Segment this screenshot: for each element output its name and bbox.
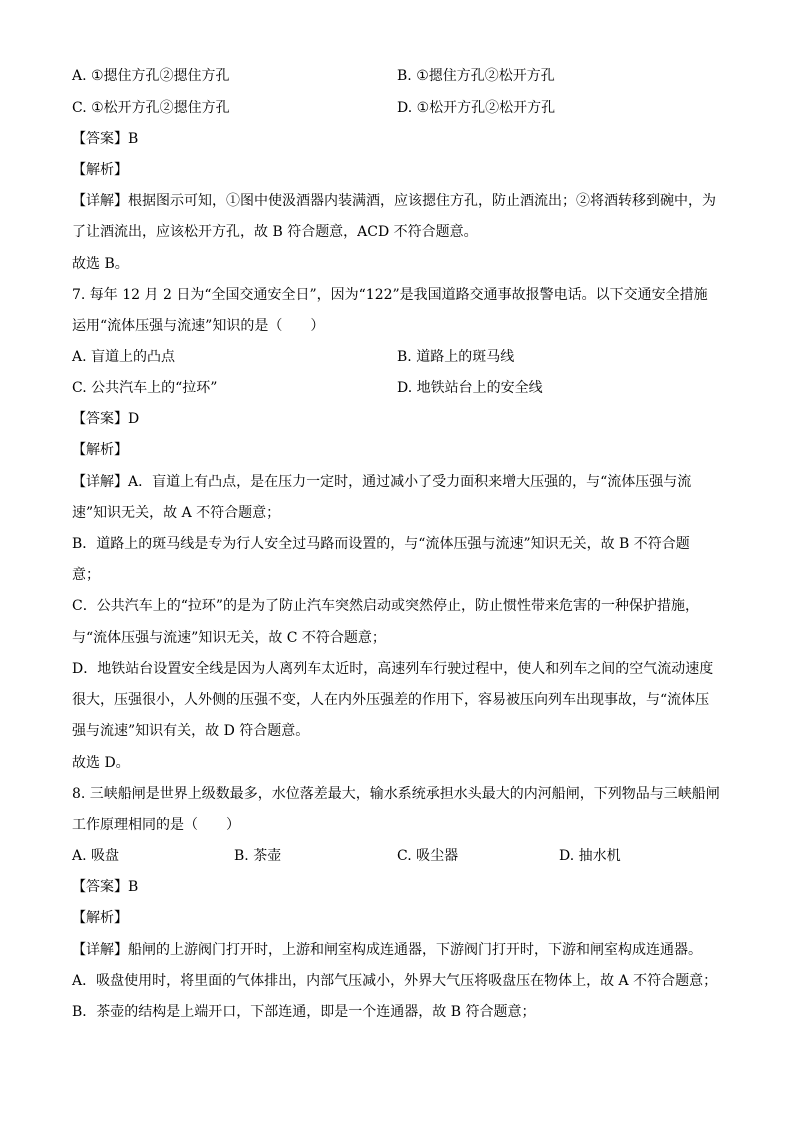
q8-answer: 【答案】B — [72, 879, 139, 895]
q7-answer: 【答案】D — [72, 411, 140, 427]
q7-detail-line: D．地铁站台设置安全线是因为人离列车太近时，高速列车行驶过程中，使人和列车之间的空气流动速度 — [72, 661, 714, 677]
q7-option-a: A. 盲道上的凸点 — [72, 349, 176, 365]
q6-option-a: A. ①摁住方孔②摁住方孔 — [72, 68, 230, 84]
q8-stem-line: 工作原理相同的是（ ） — [72, 817, 240, 833]
q7-detail-line: 很大，压强很小，人外侧的压强不变，人在内外压强差的作用下，容易被压向列车出现事故，与“流体压 — [72, 692, 710, 708]
q6-option-c: C. ①松开方孔②摁住方孔 — [72, 100, 230, 116]
q8-detail-line: 【详解】船闸的上游阀门打开时，上游和闸室构成连通器，下游阀门打开时，下游和闸室构成连通器。 — [72, 942, 702, 958]
q7-conclusion: 故选 D。 — [72, 755, 130, 771]
q6-analysis-label: 【解析】 — [72, 162, 128, 178]
q7-option-c: C. 公共汽车上的“拉环” — [72, 380, 218, 396]
q8-option-d: D. 抽水机 — [559, 848, 621, 864]
q7-detail-line: 与“流体压强与流速”知识无关，故 C 不符合题意； — [72, 630, 386, 646]
q7-stem-line: 运用“流体压强与流速”知识的是（ ） — [72, 318, 325, 334]
q7-detail-line: 意； — [72, 567, 100, 583]
q7-detail-line: B．道路上的斑马线是专为行人安全过马路而设置的，与“流体压强与流速”知识无关，故 B 不符合题 — [72, 536, 690, 552]
q7-stem-line: 7. 每年 12 月 2 日为“全国交通安全日”，因为“122”是我国道路交通事故报警电话。以下交通安全措施 — [72, 287, 708, 303]
q7-option-b: B. 道路上的斑马线 — [397, 349, 515, 365]
q7-detail-line: 【详解】A．盲道上有凸点，是在压力一定时，通过减小了受力面积来增大压强的，与“流体压强与流 — [72, 474, 692, 490]
q8-detail-line: A．吸盘使用时，将里面的气体排出，内部气压减小，外界大气压将吸盘压在物体上，故 A 不符合题意； — [72, 973, 718, 989]
q8-analysis-label: 【解析】 — [72, 910, 128, 926]
q8-detail-line: B．茶壶的结构是上端开口，下部连通，即是一个连通器，故 B 符合题意； — [72, 1004, 536, 1020]
q6-conclusion: 故选 B。 — [72, 256, 129, 272]
q7-detail-line: 强与流速”知识有关，故 D 符合题意。 — [72, 723, 310, 739]
q7-detail-line: C．公共汽车上的“拉环”的是为了防止汽车突然启动或突然停止，防止惯性带来危害的一种保护措施， — [72, 598, 700, 614]
q8-option-a: A. 吸盘 — [72, 848, 120, 864]
q6-detail-line: 【详解】根据图示可知，①图中使汲酒器内装满酒，应该摁住方孔，防止酒流出；②将酒转移到碗中，为 — [72, 193, 716, 209]
q8-option-c: C. 吸尘器 — [397, 848, 459, 864]
q6-answer: 【答案】B — [72, 131, 139, 147]
q6-option-b: B. ①摁住方孔②松开方孔 — [397, 68, 555, 84]
q7-option-d: D. 地铁站台上的安全线 — [397, 380, 543, 396]
q7-analysis-label: 【解析】 — [72, 442, 128, 458]
q6-option-d: D. ①松开方孔②松开方孔 — [397, 100, 556, 116]
q8-stem-line: 8. 三峡船闸是世界上级数最多，水位落差最大，输水系统承担水头最大的内河船闸，下列物品与三峡船闸 — [72, 786, 720, 802]
q7-detail-line: 速”知识无关，故 A 不符合题意； — [72, 505, 281, 521]
q8-option-b: B. 茶壶 — [234, 848, 282, 864]
q6-detail-line: 了让酒流出，应该松开方孔，故 B 符合题意，ACD 不符合题意。 — [72, 224, 478, 240]
